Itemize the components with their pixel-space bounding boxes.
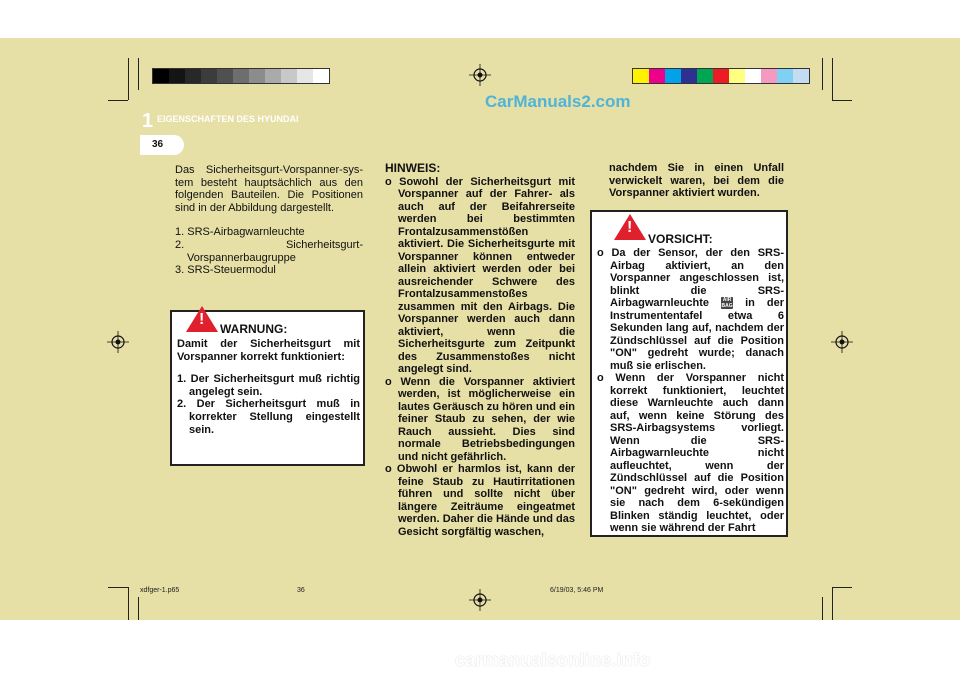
page-number: 36 xyxy=(152,139,164,150)
note-item: o Wenn die Vorspanner aktiviert werden, ist möglicherweise ein lautes Geräusch zu hören und ein feiner Staub zu sehen, der wie Rauch aussieht. Dies sind normale Betriebsbedingungen und nicht gefährlich. xyxy=(385,375,575,463)
crop-mark xyxy=(832,58,833,100)
exclamation-icon: ! xyxy=(199,311,205,328)
color-swatch xyxy=(633,69,649,83)
list-item: 2. Sicherheitsgurt-Vorspannerbaugruppe xyxy=(175,238,363,264)
warning-body xyxy=(177,338,360,436)
crop-mark xyxy=(108,587,128,588)
warning-item: 1. Der Sicherheitsgurt muß richtig angelegt sein. xyxy=(177,373,360,398)
color-swatch xyxy=(777,69,793,83)
watermark-logo[interactable]: carmanualsonline.info xyxy=(455,650,651,670)
color-swatch xyxy=(297,69,313,83)
warning-intro: Damit der Sicherheitsgurt mit Vorspanner korrekt funktioniert: xyxy=(177,338,360,363)
color-swatch xyxy=(153,69,169,83)
warning-item: 2. Der Sicherheitsgurt muß in korrekter Stellung eingestellt sein. xyxy=(177,398,360,436)
watermark-logo[interactable]: CarManuals2.com xyxy=(485,92,631,111)
crop-mark xyxy=(138,58,139,90)
registration-mark-icon xyxy=(469,589,491,611)
list-item: 3. SRS-Steuermodul xyxy=(175,264,276,277)
cmyk-color-bar xyxy=(632,68,810,84)
color-swatch xyxy=(665,69,681,83)
crop-mark xyxy=(832,100,852,101)
color-swatch xyxy=(745,69,761,83)
chapter-number: 1 xyxy=(142,110,154,132)
component-list xyxy=(175,226,363,276)
crop-mark xyxy=(138,597,139,620)
crop-mark xyxy=(128,58,129,100)
color-swatch xyxy=(649,69,665,83)
footer-date: 6/19/03, 5:46 PM xyxy=(550,587,604,594)
color-swatch xyxy=(265,69,281,83)
color-swatch xyxy=(169,69,185,83)
exclamation-icon: ! xyxy=(627,219,633,236)
color-swatch xyxy=(697,69,713,83)
warning-title: WARNUNG: xyxy=(220,322,288,336)
color-swatch xyxy=(793,69,809,83)
chapter-title: EIGENSCHAFTEN DES HYUNDAI xyxy=(157,114,299,124)
crop-mark xyxy=(832,587,833,620)
note-item: o Obwohl er harmlos ist, kann der feine Staub zu Hautirritationen führen und sollte nicht über längere Zeiträume eingeatmet werden. Daher die Hände und das Gesicht sorgfältig waschen, xyxy=(385,463,575,538)
color-swatch xyxy=(713,69,729,83)
crop-mark xyxy=(108,100,128,101)
color-swatch xyxy=(233,69,249,83)
footer-filename: xdfger-1.p65 xyxy=(140,587,180,594)
caution-title: VORSICHT: xyxy=(648,232,713,246)
crop-mark xyxy=(832,587,852,588)
list-item: 1. SRS-Airbagwarnleuchte xyxy=(175,226,305,239)
grayscale-color-bar xyxy=(152,68,330,84)
registration-mark-icon xyxy=(107,331,129,353)
crop-mark xyxy=(822,58,823,90)
registration-mark-icon xyxy=(469,64,491,86)
color-swatch xyxy=(761,69,777,83)
color-swatch xyxy=(281,69,297,83)
color-swatch xyxy=(249,69,265,83)
color-swatch xyxy=(185,69,201,83)
airbag-warning-icon: AIR BAG xyxy=(721,297,733,310)
caution-body xyxy=(597,247,784,535)
left-column xyxy=(175,164,363,277)
caution-box xyxy=(590,210,788,537)
color-swatch xyxy=(681,69,697,83)
registration-mark-icon xyxy=(831,331,853,353)
crop-mark xyxy=(822,597,823,620)
color-swatch xyxy=(201,69,217,83)
caution-item xyxy=(597,247,784,372)
intro-paragraph: Das Sicherheitsgurt-Vorspanner-sys-tem besteht hauptsächlich aus den folgenden Bauteilen. Die Positionen sind in der Abbildung dargestellt. xyxy=(175,164,363,214)
note-title: HINWEIS: xyxy=(385,161,441,175)
caution-item: o Wenn der Vorspanner nicht korrekt funktioniert, leuchtet diese Warnleuchte auch dann auf, wenn keine Störung des SRS-Airbagsystems vorliegt. Wenn die SRS-Airbagwarnleuchte nicht aufleuchtet, wenn der Zündschlüssel auf die Position "ON" gedreht wird, oder wenn sie nach dem 6-sekündigen Blinken ständig leuchtet, oder wenn sie während der Fahrt xyxy=(597,372,784,534)
footer-page: 36 xyxy=(297,587,305,594)
middle-column xyxy=(385,162,575,538)
color-swatch xyxy=(313,69,329,83)
warning-box xyxy=(170,310,365,466)
crop-mark xyxy=(128,587,129,620)
caution-item-text: in der Instrumententafel etwa 6 Sekunden lang auf, nachdem der Zündschlüssel auf die Position "ON" gedreht wurde; danach muß sie erlischen. xyxy=(610,297,785,372)
caution-item-text: o Da der Sensor, der den SRS-Airbag aktiviert, an den Vorspanner angeschlossen ist, blinkt die SRS-Airbagwarnleuchte xyxy=(597,247,784,309)
color-swatch xyxy=(217,69,233,83)
note-item: o Sowohl der Sicherheitsgurt mit Vorspanner auf der Fahrer- als auch auf der Beifahrerseite werden bei bestimmten Frontalzusammenstößen aktiviert. Die Sicherheitsgurte mit Vorspanner können entweder allein aktiviert werden oder bei ausreichender Schwere des Frontalzusammenstoßes zusammen mit den Airbags. Die Vorspanner werden auch dann aktiviert, wenn die Sicherheitsgurte zum Zeitpunkt des Zusammenstoßes nicht angelegt sind. xyxy=(385,175,575,375)
right-column-continuation: nachdem Sie in einen Unfall verwickelt waren, bei dem die Vorspanner aktiviert wurden. xyxy=(609,162,784,200)
color-swatch xyxy=(729,69,745,83)
